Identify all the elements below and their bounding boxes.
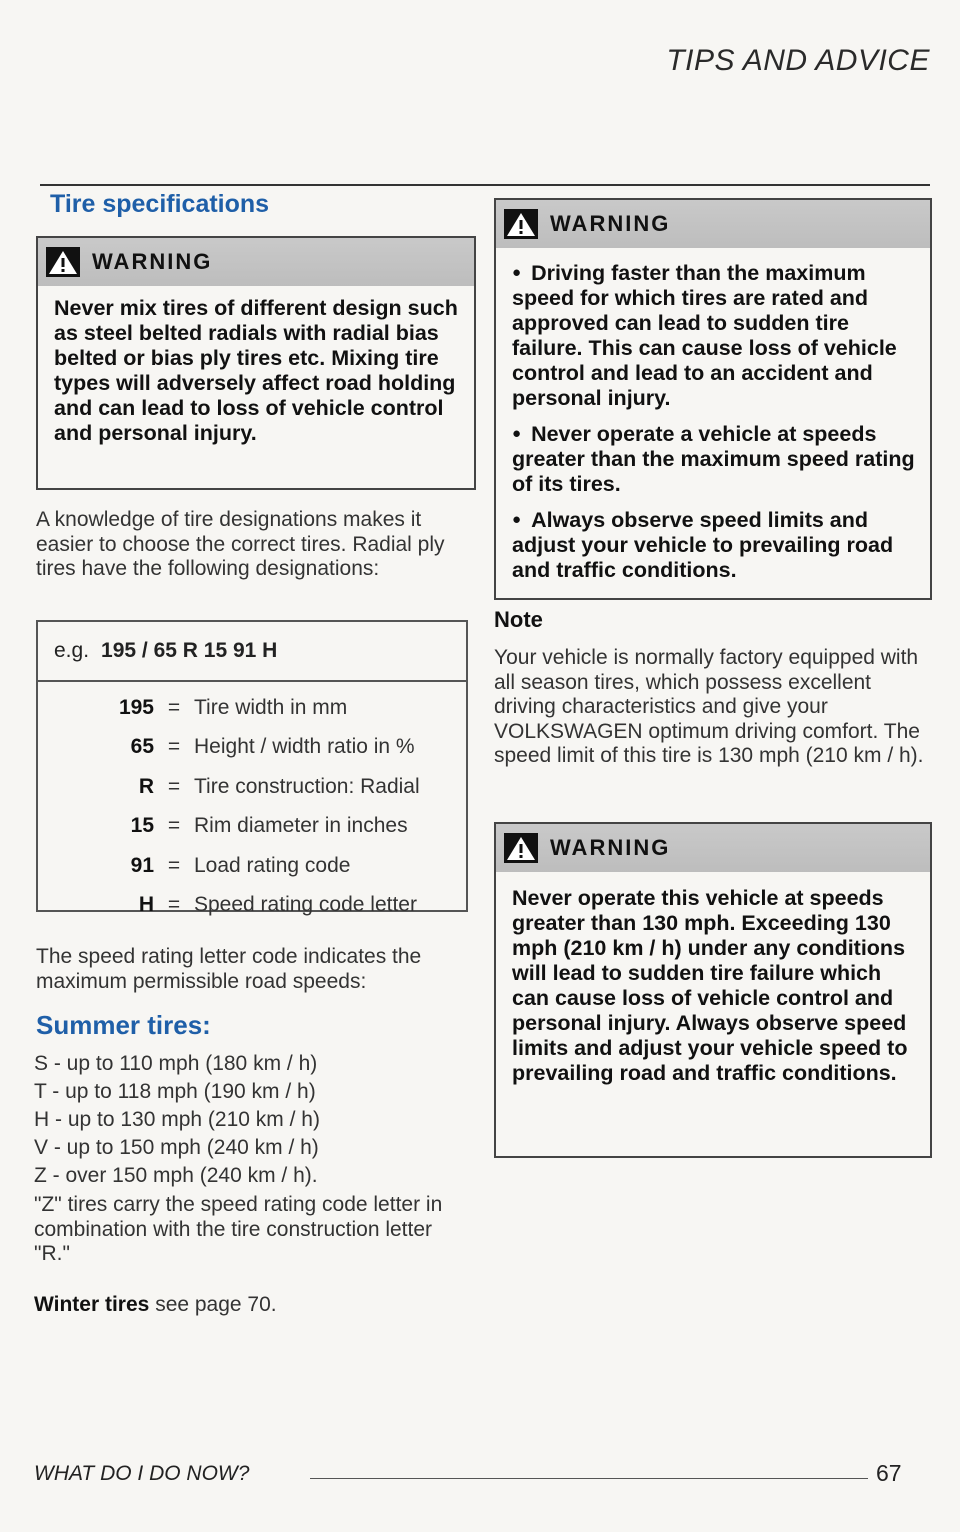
spec-eq: = — [167, 774, 181, 798]
spec-desc: Tire construction: Radial — [194, 774, 420, 798]
spec-row — [38, 767, 466, 807]
warning-bullet: ● Always observe speed limits and adjust your vehicle to prevailing road and traffic conditions. — [512, 507, 916, 583]
spec-code: 65 — [130, 735, 154, 759]
spec-code: H — [138, 893, 154, 917]
warning-paragraph: Never mix tires of different design such as steel belted radials with radial bias belted or bias ply tires etc. Mixing tire types will adversely affect road holding and can lead to loss of vehicle control and personal injury. — [54, 296, 458, 445]
tire-spec-table — [36, 620, 468, 917]
footer-chapter: WHAT DO I DO NOW? — [34, 1462, 250, 1485]
speed-item: H - up to 130 mph (210 km / h) — [34, 1108, 320, 1131]
warning-triangle-icon — [504, 209, 538, 239]
warning-header — [38, 238, 474, 286]
warning-label: WARNING — [550, 211, 671, 236]
summer-tires-heading: Summer tires: — [36, 1010, 211, 1040]
intro-paragraph: A knowledge of tire designations makes it easier to choose the correct tires. Radial ply tires have the following designations: — [36, 508, 445, 580]
speed-item: Z - over 150 mph (240 km / h). — [34, 1164, 318, 1187]
warning-label: WARNING — [92, 249, 213, 274]
speed-item: T - up to 118 mph (190 km / h) — [34, 1080, 316, 1103]
section-title: Tire specifications — [50, 190, 270, 218]
warning-bullet: ● Never operate a vehicle at speeds greater than the maximum speed rating of its tires. — [512, 421, 916, 497]
spec-example-prefix: e.g. — [54, 639, 90, 662]
warning-box-130mph — [494, 822, 932, 1158]
spec-code: 195 — [118, 695, 154, 719]
spec-row — [38, 846, 466, 886]
spec-example — [38, 622, 466, 682]
spec-desc: Rim diameter in inches — [194, 814, 408, 838]
spec-eq: = — [167, 695, 181, 719]
winter-tires-ref — [34, 1293, 468, 1318]
winter-tires-label: Winter tires — [34, 1293, 150, 1316]
warning-text — [496, 872, 930, 1100]
spec-code: R — [138, 774, 154, 798]
spec-row — [38, 807, 466, 847]
speed-list — [34, 1050, 320, 1190]
speed-item: V - up to 150 mph (240 km / h) — [34, 1136, 319, 1159]
spec-desc: Tire width in mm — [194, 695, 348, 719]
spec-example-code: 195 / 65 R 15 91 H — [101, 639, 278, 662]
page-number: 67 — [876, 1460, 902, 1486]
warning-label: WARNING — [550, 835, 671, 860]
spec-desc: Load rating code — [194, 853, 351, 877]
note-heading: Note — [494, 607, 543, 632]
warning-header — [496, 200, 930, 248]
spec-code: 15 — [130, 814, 154, 838]
spec-row — [38, 688, 466, 728]
spec-eq: = — [167, 735, 181, 759]
warning-box-max-speed — [494, 198, 932, 600]
warning-paragraph: Never operate this vehicle at speeds greater than 130 mph. Exceeding 130 mph (210 km / h) under any conditions will lead to sudden tire failure which can cause loss of vehicle control and personal injury. Always observe speed limits and adjust your vehicle speed to prevailing road and traffic conditions. — [512, 886, 908, 1085]
winter-tires-page-ref: see page 70. — [155, 1293, 277, 1316]
spec-desc: Speed rating code letter — [194, 893, 417, 917]
warning-box-mixing — [36, 236, 476, 490]
footer-divider — [310, 1478, 868, 1479]
section-header: TIPS AND ADVICE — [666, 44, 930, 77]
spec-eq: = — [167, 853, 181, 877]
note-paragraph: Your vehicle is normally factory equipped with all season tires, which possess excellent driving characteristics and give your VOLKSWAGEN optimum driving comfort. The speed limit of this tire is 130 mph (210 km / h). — [494, 646, 924, 767]
header-divider — [40, 184, 930, 186]
spec-desc: Height / width ratio in % — [194, 735, 415, 759]
warning-triangle-icon — [504, 833, 538, 863]
spec-row — [38, 728, 466, 768]
spec-eq: = — [167, 893, 181, 917]
warning-bullet: ● Driving faster than the maximum speed for which tires are rated and approved can lead to sudden tire failure. This can cause loss of vehicle control and lead to an accident and personal injury. — [512, 260, 916, 411]
z-tires-note: "Z" tires carry the speed rating code letter in combination with the tire construction letter "R." — [34, 1193, 443, 1265]
warning-text — [496, 248, 930, 597]
speed-item: S - up to 110 mph (180 km / h) — [34, 1052, 318, 1075]
warning-triangle-icon — [46, 247, 80, 277]
warning-header — [496, 824, 930, 872]
warning-text — [38, 286, 474, 460]
spec-row — [38, 886, 466, 926]
spec-eq: = — [167, 814, 181, 838]
speed-rating-intro: The speed rating letter code indicates the maximum permissible road speeds: — [36, 945, 422, 993]
spec-code: 91 — [130, 853, 154, 877]
